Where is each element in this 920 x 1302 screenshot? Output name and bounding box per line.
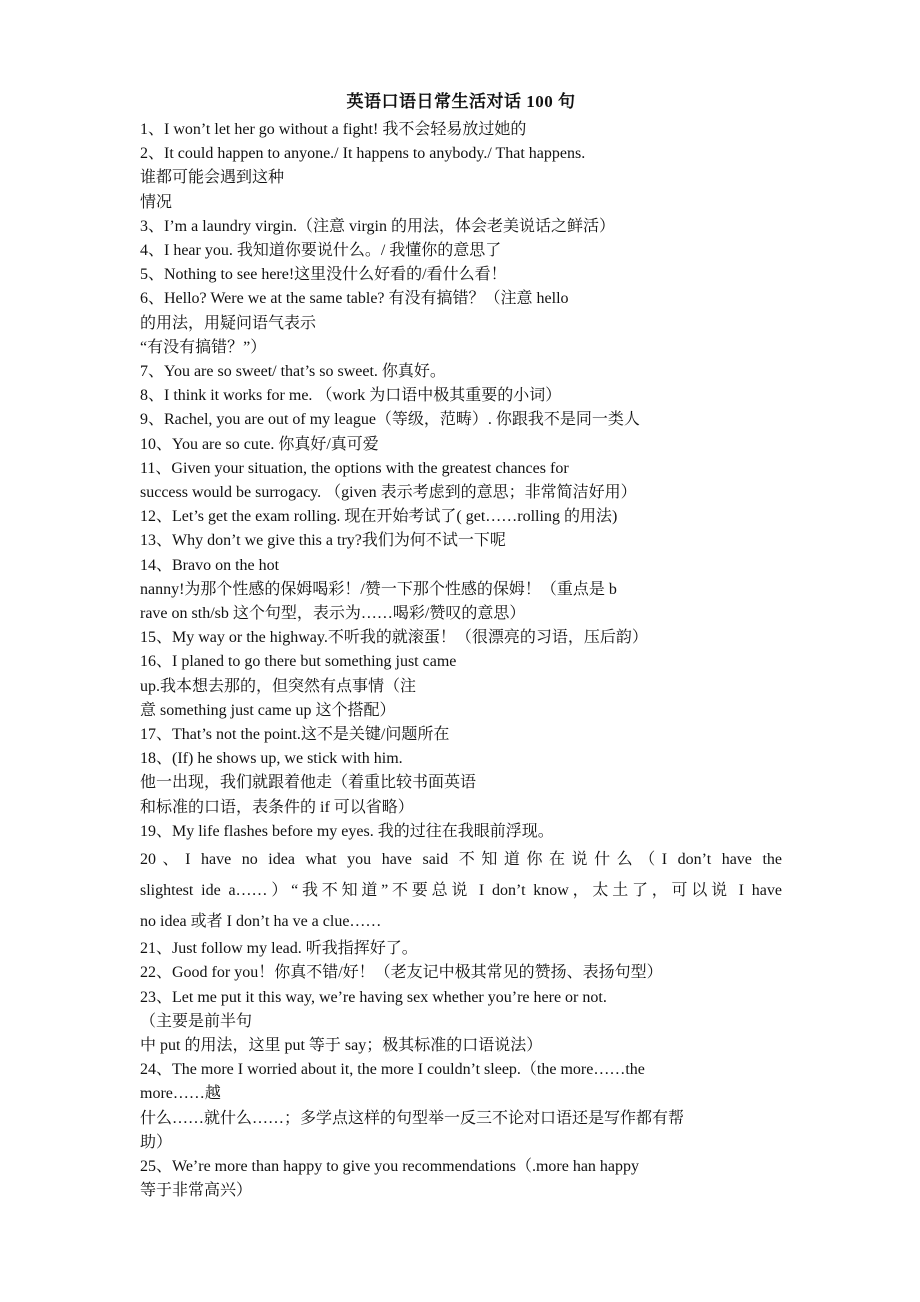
text-line: 11、Given your situation, the options with the greatest chances for — [140, 459, 569, 477]
text-line: slightest ide a……）“我不知道”不要总说 I don’t know，太土了，可以说 I have — [140, 882, 782, 900]
text-line: 谁都可能会遇到这种 — [140, 169, 285, 187]
text-line: 2、It could happen to anyone./ It happens to anybody./ That happens. — [140, 145, 586, 163]
text-line: rave on sth/sb 这个句型，表示为……喝彩/赞叹的意思） — [140, 605, 526, 623]
text-line: 12、Let’s get the exam rolling. 现在开始考试了( get……rolling 的用法) — [140, 508, 618, 526]
text-line: 16、I planed to go there but something just came — [140, 653, 457, 671]
text-line: “有没有搞错？”） — [140, 338, 267, 356]
text-line: 19、My life flashes before my eyes. 我的过往在我眼前浮现。 — [140, 822, 554, 840]
text-line: 等于非常高兴） — [140, 1182, 253, 1200]
text-line: 9、Rachel, you are out of my league（等级，范畴）. 你跟我不是同一类人 — [140, 411, 640, 429]
text-line: 20、I have no idea what you have said 不知道你在说什么（I don’t have the — [140, 851, 782, 869]
text-line: 17、That’s not the point.这不是关键/问题所在 — [140, 726, 450, 744]
text-line: 18、(If) he shows up, we stick with him. — [140, 750, 403, 768]
text-line: 3、I’m a laundry virgin.（注意 virgin 的用法，体会老美说话之鲜活） — [140, 217, 615, 235]
text-line: 25、We’re more than happy to give you recommendations（.more han happy — [140, 1157, 640, 1175]
text-line: more……越 — [140, 1085, 221, 1103]
text-line: 5、Nothing to see here!这里没什么好看的/看什么看！ — [140, 266, 507, 284]
text-line: 13、Why don’t we give this a try?我们为何不试一下呢 — [140, 532, 506, 550]
text-line: 和标准的口语，表条件的 if 可以省略） — [140, 798, 414, 816]
text-line: 15、My way or the highway.不听我的就滚蛋！（很漂亮的习语，压后韵） — [140, 629, 648, 647]
text-line: up.我本想去那的，但突然有点事情（注 — [140, 677, 417, 695]
text-line: 1、I won’t let her go without a fight! 我不会轻易放过她的 — [140, 121, 527, 138]
text-line: 中 put 的用法，这里 put 等于 say；极其标准的口语说法） — [140, 1036, 543, 1054]
text-line: 他一出现，我们就跟着他走（着重比较书面英语 — [140, 774, 477, 792]
text-line: 14、Bravo on the hot — [140, 556, 280, 574]
text-line: 情况 — [140, 193, 173, 211]
text-line: （主要是前半句 — [140, 1012, 253, 1030]
text-line: 6、Hello? Were we at the same table? 有没有搞错？（注意 hello — [140, 290, 569, 308]
document-body — [140, 118, 782, 1203]
text-line: 7、You are so sweet/ that’s so sweet. 你真好。 — [140, 363, 446, 381]
text-line: 21、Just follow my lead. 听我指挥好了。 — [140, 940, 418, 958]
text-line: 什么……就什么……；多学点这样的句型举一反三不论对口语还是写作都有帮 — [140, 1109, 685, 1127]
text-line: 24、The more I worried about it, the more I couldn’t sleep.（the more……the — [140, 1061, 645, 1079]
document-title: 英语口语日常生活对话 100 句 — [346, 92, 576, 111]
text-line: 4、I hear you. 我知道你要说什么。/ 我懂你的意思了 — [140, 242, 502, 260]
text-line: nanny!为那个性感的保姆喝彩！/赞一下那个性感的保姆！（重点是 b — [140, 580, 617, 598]
text-line: no idea 或者 I don’t ha ve a clue…… — [140, 913, 382, 931]
text-line: 的用法，用疑问语气表示 — [140, 314, 317, 332]
text-line: 22、Good for you！你真不错/好！（老友记中极其常见的赞扬、表扬句型） — [140, 964, 663, 982]
text-line: 10、You are so cute. 你真好/真可爱 — [140, 435, 379, 453]
text-line: 助） — [140, 1133, 173, 1151]
document-page — [140, 92, 782, 1203]
text-line: success would be surrogacy. （given 表示考虑到的意思；非常简洁好用） — [140, 484, 637, 502]
text-line: 8、I think it works for me. （work 为口语中极其重要的小词） — [140, 387, 562, 405]
text-line: 23、Let me put it this way, we’re having sex whether you’re here or not. — [140, 988, 607, 1006]
text-line: 意 something just came up 这个搭配） — [140, 701, 396, 719]
